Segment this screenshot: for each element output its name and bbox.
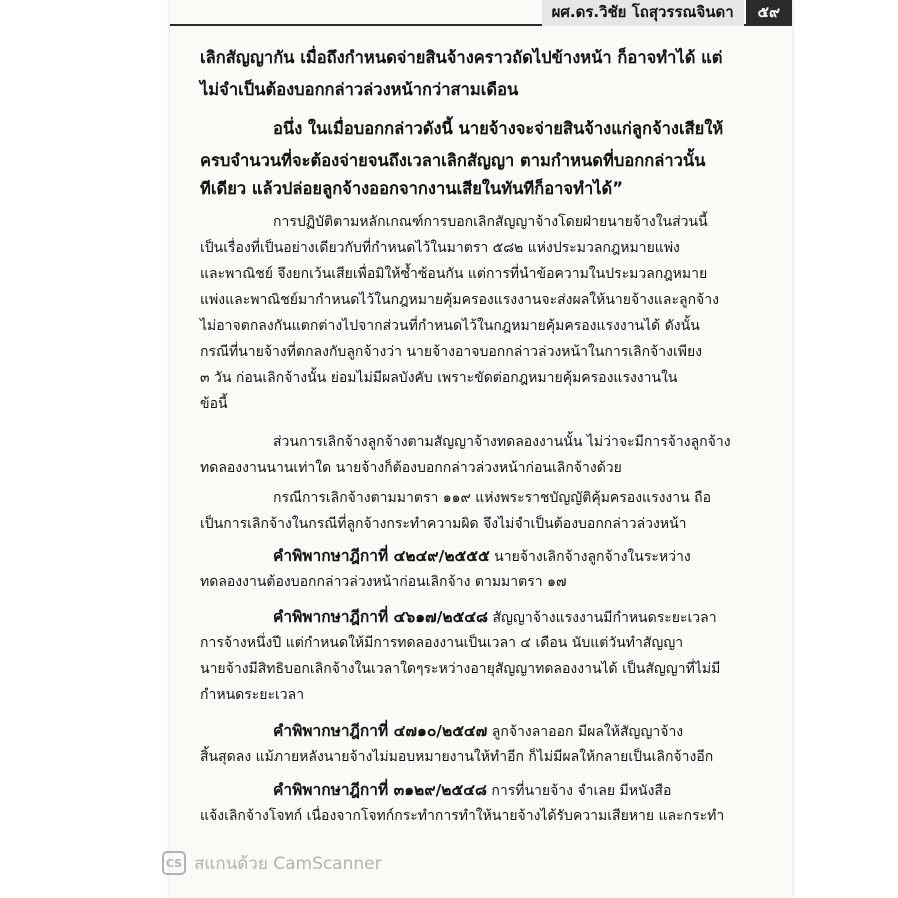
watermark-text: สแกนด้วย CamScanner — [194, 853, 382, 874]
body-line: ไม่อาจตกลงกันแตกต่างไปจากส่วนที่กำหนดไว้ในกฎหมายคุ้มครองแรงงานได้ ดังนั้น — [200, 318, 700, 334]
body-line: การปฏิบัติตามหลักเกณฑ์การบอกเลิกสัญญาจ้างโดยฝ่ายนายจ้างในส่วนนี้ — [273, 214, 708, 230]
body-line: ไม่จำเป็นต้องบอกกล่าวล่วงหน้ากว่าสามเดือน — [200, 80, 519, 99]
body-line: ข้อนี้ — [200, 396, 228, 412]
body-line: เป็นการเลิกจ้างในกรณีที่ลูกจ้างกระทำความผิด จึงไม่จำเป็นต้องบอกกล่าวล่วงหน้า — [200, 516, 687, 532]
case-line — [273, 780, 671, 800]
case-citation: คำพิพากษาฎีกาที่ ๔๗๑๐/๒๕๔๗ — [273, 722, 488, 740]
body-line: กรณีที่นายจ้างที่ตกลงกับลูกจ้างว่า นายจ้างอาจบอกกล่าวล่วงหน้าในการเลิกจ้างเพียง — [200, 344, 703, 360]
body-line: ทีเดียว แล้วปล่อยลูกจ้างออกจากงานเสียในทันทีก็อาจทำได้” — [200, 179, 624, 198]
case-text: นายจ้างเลิกจ้างลูกจ้างในระหว่าง — [489, 549, 691, 565]
body-line: ส่วนการเลิกจ้างลูกจ้างตามสัญญาจ้างทดลองงานนั้น ไม่ว่าจะมีการจ้างลูกจ้าง — [273, 434, 731, 450]
header-author: ผศ.ดร.วิชัย โถสุวรรณจินดา — [542, 0, 744, 26]
body-line: กำหนดระยะเวลา — [200, 687, 305, 703]
header-page-number: ๕๙ — [746, 0, 792, 26]
case-line — [273, 721, 683, 741]
page-header — [170, 0, 792, 26]
case-citation: คำพิพากษาฎีกาที่ ๔๒๔๙/๒๕๕๕ — [273, 547, 490, 565]
case-text: การที่นายจ้าง จำเลย มีหนังสือ — [486, 783, 672, 799]
body-line: การจ้างหนึ่งปี แต่กำหนดให้มีการทดลองงานเป็นเวลา ๔ เดือน นับแต่วันทำสัญญา — [200, 635, 684, 651]
body-line: สิ้นสุดลง แม้ภายหลังนายจ้างไม่มอบหมายงานให้ทำอีก ก็ไม่มีผลให้กลายเป็นเลิกจ้างอีก — [200, 749, 714, 765]
case-citation: คำพิพากษาฎีกาที่ ๔๖๑๗/๒๕๔๘ — [273, 608, 488, 626]
camscanner-watermark — [162, 848, 522, 878]
body-line: ทดลองงานต้องบอกกล่าวล่วงหน้าก่อนเลิกจ้าง ตามมาตรา ๑๗ — [200, 574, 567, 590]
body-line: แพ่งและพาณิชย์มากำหนดไว้ในกฎหมายคุ้มครองแรงงานจะส่งผลให้นายจ้างและลูกจ้าง — [200, 292, 719, 308]
body-line: กรณีการเลิกจ้างตามมาตรา ๑๑๙ แห่งพระราชบัญญัติคุ้มครองแรงงาน ถือ — [273, 490, 712, 506]
case-text: สัญญาจ้างแรงงานมีกำหนดระยะเวลา — [488, 610, 717, 626]
body-line: ๓ วัน ก่อนเลิกจ้างนั้น ย่อมไม่มีผลบังคับ เพราะขัดต่อกฎหมายคุ้มครองแรงงานใน — [200, 370, 678, 386]
case-line — [273, 546, 691, 566]
case-line — [273, 607, 717, 627]
body-line: ครบจำนวนที่จะต้องจ่ายจนถึงเวลาเลิกสัญญา ตามกำหนดที่บอกกล่าวนั้น — [200, 151, 706, 170]
body-line: แจ้งเลิกจ้างโจทก์ เนื่องจากโจทก์กระทำการทำให้นายจ้างได้รับความเสียหาย และกระทำ — [200, 808, 725, 824]
case-citation: คำพิพากษาฎีกาที่ ๓๑๒๙/๒๕๔๘ — [273, 781, 487, 799]
body-line: อนึ่ง ในเมื่อบอกกล่าวดังนี้ นายจ้างจะจ่ายสินจ้างแก่ลูกจ้างเสียให้ — [273, 119, 724, 138]
book-page — [170, 0, 792, 898]
body-line: เป็นเรื่องที่เป็นอย่างเดียวกับที่กำหนดไว้ในมาตรา ๕๘๒ แห่งประมวลกฎหมายแพ่ง — [200, 240, 680, 256]
body-line: นายจ้างมีสิทธิบอกเลิกจ้างในเวลาใดๆระหว่างอายุสัญญาทดลองงานได้ เป็นสัญญาที่ไม่มี — [200, 661, 721, 677]
body-line: ทดลองงานนานเท่าใด นายจ้างก็ต้องบอกกล่าวล่วงหน้าก่อนเลิกจ้างด้วย — [200, 460, 622, 476]
camscanner-icon: CS — [162, 851, 186, 875]
body-line: และพาณิชย์ จึงยกเว้นเสียเพื่อมิให้ซ้ำซ้อนกัน แต่การที่นำข้อความในประมวลกฎหมาย — [200, 266, 708, 282]
case-text: ลูกจ้างลาออก มีผลให้สัญญาจ้าง — [487, 724, 684, 740]
body-line: เลิกสัญญากัน เมื่อถึงกำหนดจ่ายสินจ้างคราวถัดไปข้างหน้า ก็อาจทำได้ แต่ — [200, 48, 723, 67]
